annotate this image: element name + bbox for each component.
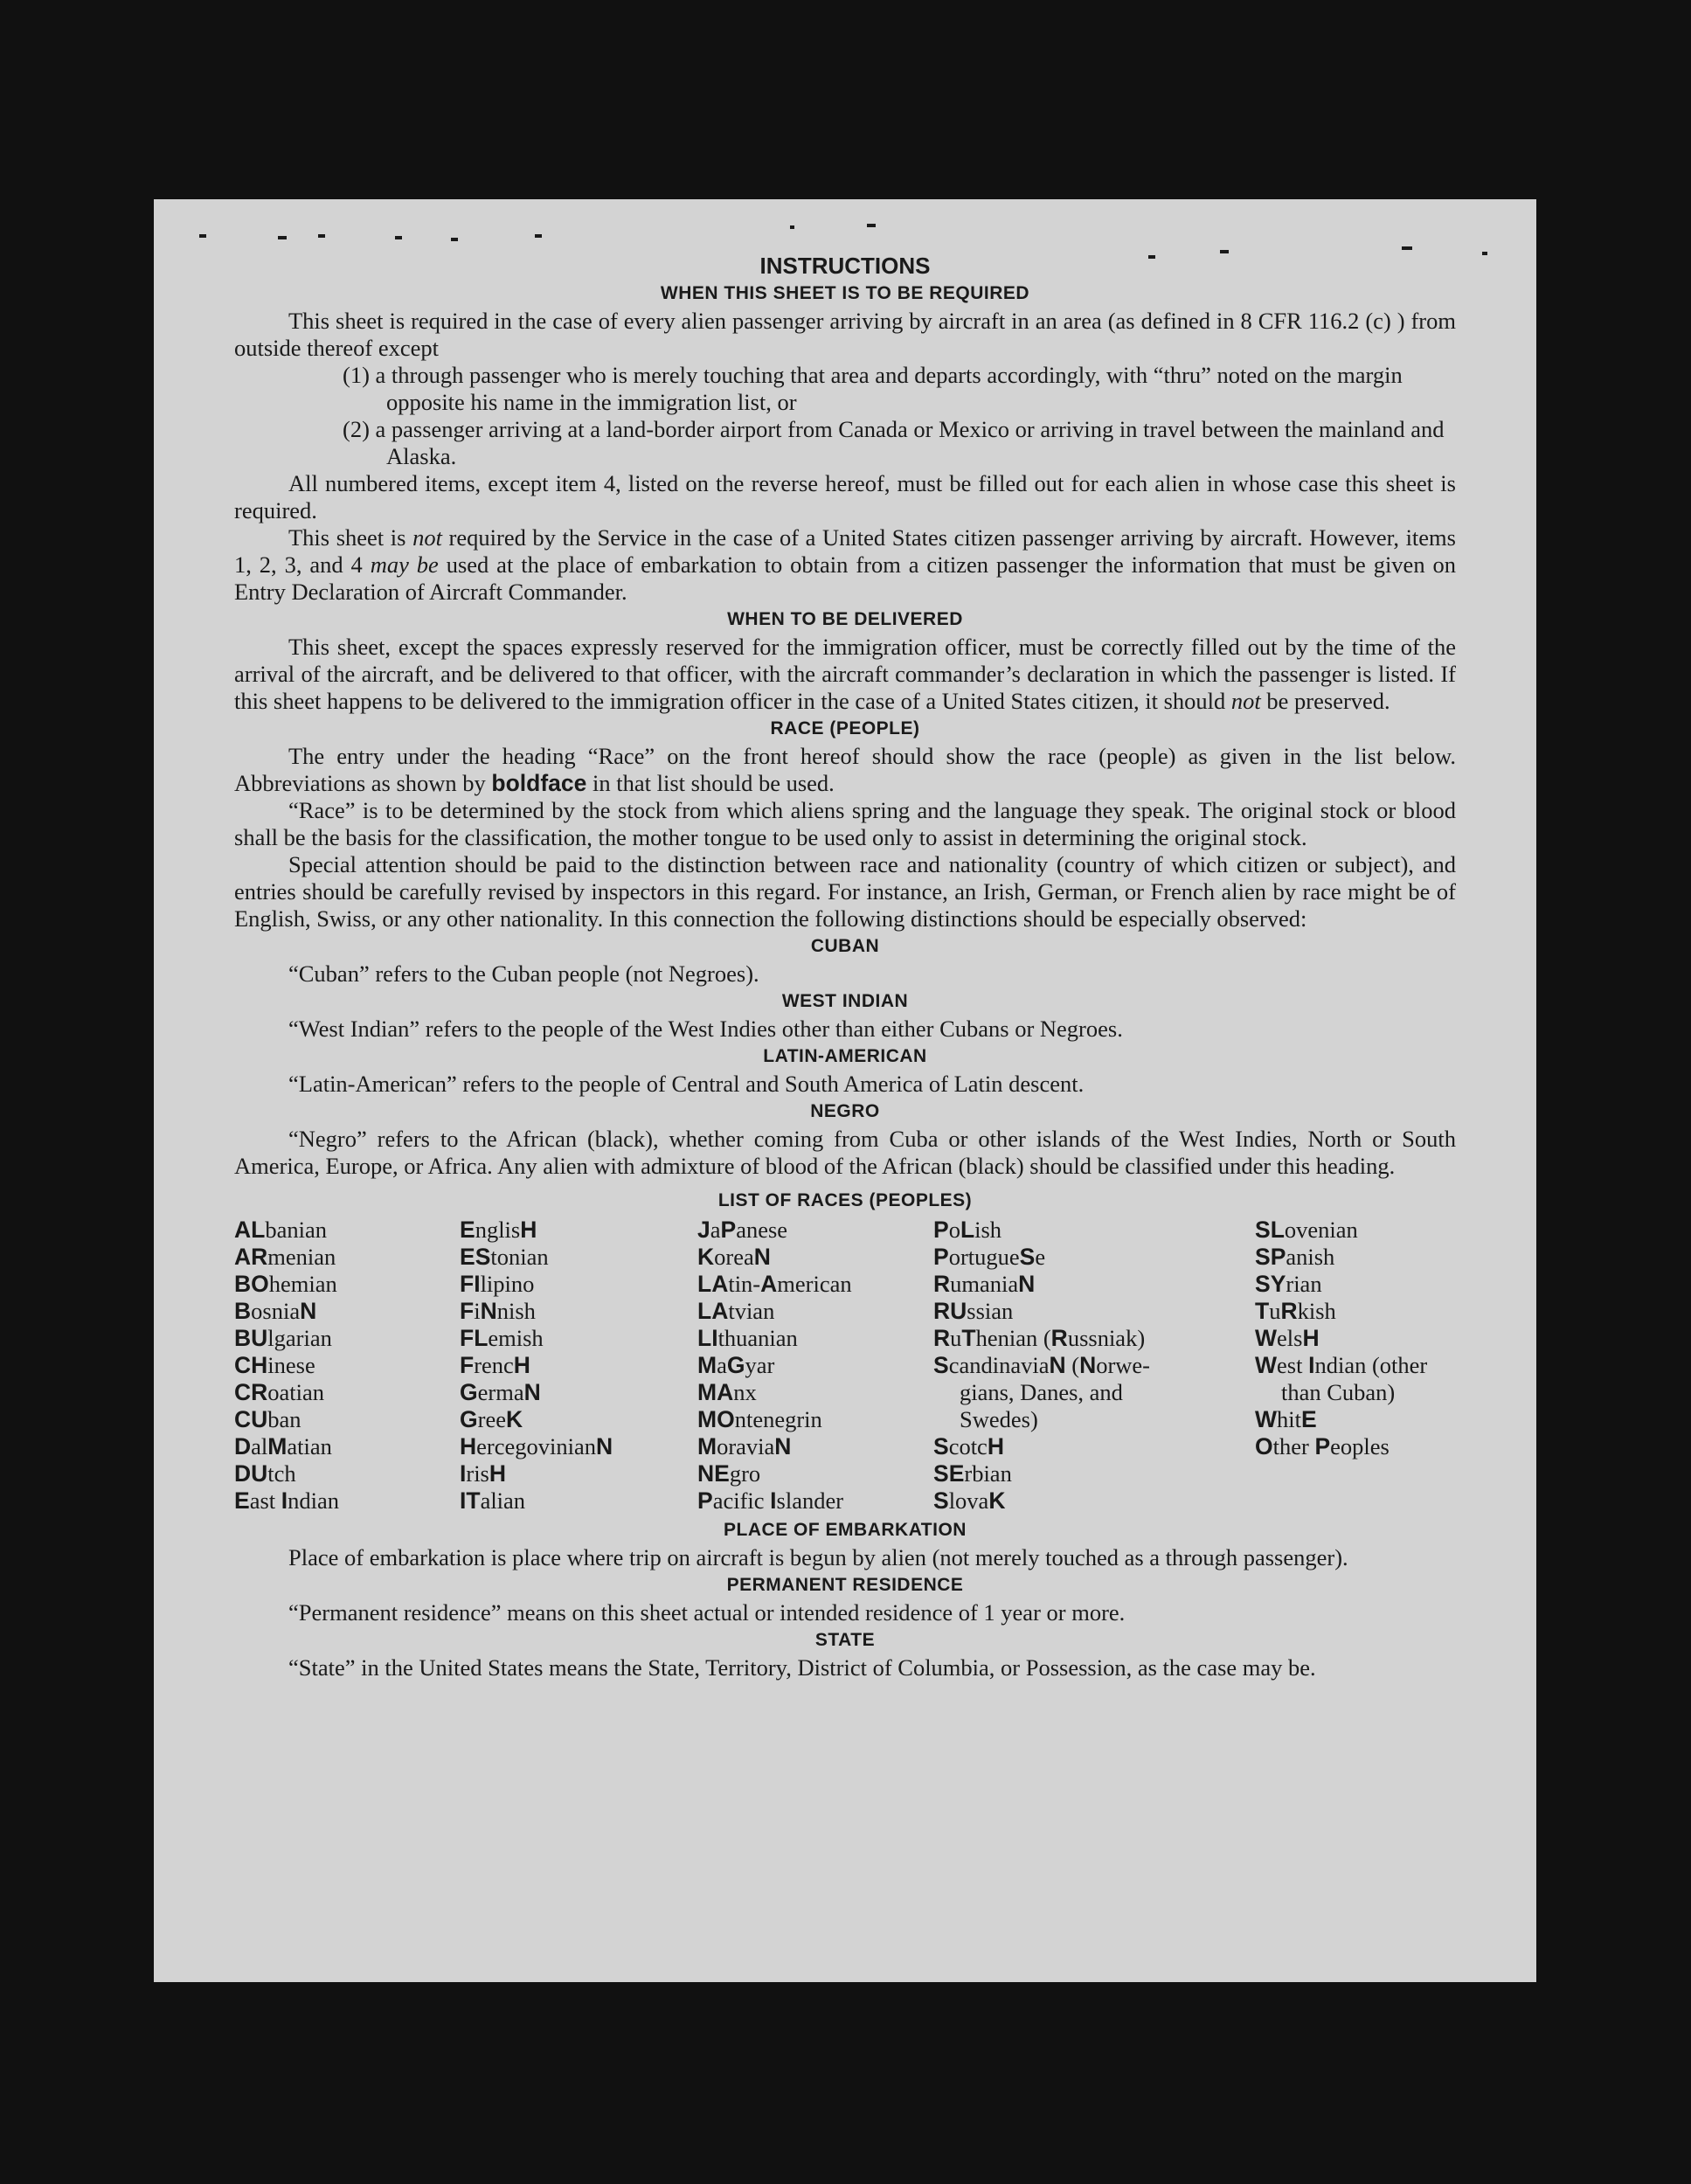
race-entry: CRoatian [234,1379,325,1405]
race-entry: DalMatian [234,1433,332,1459]
race-entry: RumaniaN [933,1271,1036,1297]
race-entry: FLemish [460,1325,544,1351]
race-entry: gians, Danes, and [960,1379,1123,1405]
race-entry: SErbian [933,1460,1012,1487]
race-entry: EStonian [460,1244,549,1270]
section-heading-list-of-races: LIST OF RACES (PEOPLES) [717,1190,973,1210]
race-entry: WelsH [1255,1325,1320,1351]
paragraph: This sheet, except the spaces expressly reserved for the immigration officer, must be correctly filled out by the time of the arrival of the aircraft, and be delivered to that officer, with the aircraft commander’s declaration in which the passenger is listed. If this sheet happens to be delivered to the immigration officer in the case of a United States citizen, it should not be preserved. [234,634,1456,714]
race-entry: LIthuanian [697,1325,798,1351]
paragraph: “West Indian” refers to the people of the West Indies other than either Cubans or Negroes. [288,1016,1123,1042]
race-entry: ITalian [460,1487,526,1514]
list-item: (1) a through passenger who is merely touching that area and departs accordingly, with “thru” noted on the margin opposite his name in the immigration list, or [343,362,1403,415]
race-entry: GermaN [460,1379,541,1405]
paragraph: “Cuban” refers to the Cuban people (not Negroes). [288,960,759,987]
section-heading-west-indian: WEST INDIAN [781,991,909,1011]
paragraph: This sheet is not required by the Service in the case of a United States citizen passenger arriving by aircraft. However, items 1, 2, 3, and 4 may be used at the place of embarkation to obtain from a citizen passenger the information that must be given on Entry Declaration of Aircraft Commander. [234,524,1456,605]
race-entry: MoraviaN [697,1433,792,1459]
section-heading-required: WHEN THIS SHEET IS TO BE REQUIRED [660,283,1030,303]
list-item: (2) a passenger arriving at a land-border airport from Canada or Mexico or arriving in travel between the mainland and Alaska. [343,416,1445,469]
race-entry: FrencH [460,1352,530,1378]
paragraph: “State” in the United States means the State, Territory, District of Columbia, or Possession, as the case may be. [288,1654,1316,1681]
paragraph: Place of embarkation is place where trip on aircraft is begun by alien (not merely touched as a through passenger). [288,1544,1348,1570]
race-entry: JaPanese [697,1217,788,1243]
race-entry: SYrian [1255,1271,1322,1297]
race-entry: EnglisH [460,1217,537,1243]
section-heading-race: RACE (PEOPLE) [770,718,920,738]
race-entry: BosniaN [234,1298,317,1324]
race-entry: LAtvian [697,1298,775,1324]
section-heading-delivered: WHEN TO BE DELIVERED [727,609,963,629]
race-entry: SPanish [1255,1244,1335,1270]
race-entry: Swedes) [960,1406,1038,1432]
race-entry: SlovaK [933,1487,1006,1514]
race-entry: MaGyar [697,1352,775,1378]
race-entry: CUban [234,1406,301,1432]
race-entry: RuThenian (Russniak) [933,1325,1146,1351]
race-entry: WhitE [1255,1406,1317,1432]
race-entry: than Cuban) [1281,1379,1396,1405]
race-entry: FIlipino [460,1271,535,1297]
section-heading-embarkation: PLACE OF EMBARKATION [724,1520,967,1540]
race-entry: ScotcH [933,1433,1004,1459]
race-entry: NEgro [697,1460,761,1487]
section-heading-negro: NEGRO [810,1101,880,1121]
race-entry: HercegovinianN [460,1433,613,1459]
race-entry: LAtin-American [697,1271,852,1297]
race-entry: KoreaN [697,1244,771,1270]
race-entry: ALbanian [234,1217,327,1243]
race-list [234,1217,1456,1515]
paragraph: “Latin-American” refers to the people of Central and South America of Latin descent. [288,1071,1085,1097]
race-entry: SLovenian [1255,1217,1358,1243]
race-entry: Pacific Islander [697,1487,844,1514]
race-entry: Other Peoples [1255,1433,1390,1459]
race-entry: BUlgarian [234,1325,332,1351]
race-entry: West Indian (other [1255,1352,1428,1378]
race-column [1255,1217,1456,1515]
paragraph: All numbered items, except item 4, listed on the reverse hereof, must be filled out for each alien in whose case this sheet is required. [234,470,1456,523]
race-entry: CHinese [234,1352,315,1378]
race-entry: East Indian [234,1487,339,1514]
race-entry: PortugueSe [933,1244,1046,1270]
race-entry: MOntenegrin [697,1406,822,1432]
section-heading-residence: PERMANENT RESIDENCE [726,1575,964,1595]
paragraph: “Permanent residence” means on this sheet actual or intended residence of 1 year or more. [288,1599,1126,1626]
paragraph: Special attention should be paid to the distinction between race and nationality (country of which citizen or subject), and entries should be carefully revised by inspectors in this regard. For instance, an Irish, German, or French alien by race might be of English, Swiss, or any other nationality. In this connection the following distinctions should be especially observed: [234,851,1456,932]
paragraph: “Negro” refers to the African (black), whether coming from Cuba or other islands of the West Indies, North or South America, Europe, or Africa. Any alien with admixture of blood of the African (black) should be classified under this heading. [234,1126,1456,1179]
race-column [933,1217,1255,1515]
section-heading-cuban: CUBAN [810,936,880,956]
paragraph: The entry under the heading “Race” on the front hereof should show the race (people) as given in the list below. Abbreviations as shown by boldface in that list should be used. [234,743,1456,796]
race-entry: GreeK [460,1406,523,1432]
race-column [697,1217,933,1515]
race-entry: DUtch [234,1460,296,1487]
race-entry: RUssian [933,1298,1014,1324]
race-entry: IrisH [460,1460,507,1487]
section-heading-latin-american: LATIN-AMERICAN [763,1046,927,1066]
race-entry: BOhemian [234,1271,337,1297]
instruction-sheet [154,199,1536,1982]
race-column [460,1217,697,1515]
race-entry: TuRkish [1255,1298,1336,1324]
section-heading-state: STATE [814,1630,876,1650]
race-entry: ARmenian [234,1244,336,1270]
paragraph: “Race” is to be determined by the stock from which aliens spring and the language they speak. The original stock or blood shall be the basis for the classification, the mother tongue to be used only to assist in determining the original stock. [234,797,1456,850]
race-entry: ScandinaviaN (Norwe- [933,1352,1151,1378]
race-entry: FiNnish [460,1298,536,1324]
race-entry: MAnx [697,1379,757,1405]
race-entry: PoLish [933,1217,1002,1243]
page-title: INSTRUCTIONS [759,253,931,279]
scan-artifact-marks [154,199,1536,269]
race-column [234,1217,460,1515]
paragraph: This sheet is required in the case of every alien passenger arriving by aircraft in an area (as defined in 8 CFR 116.2 (c) ) from outside thereof except [234,308,1456,361]
